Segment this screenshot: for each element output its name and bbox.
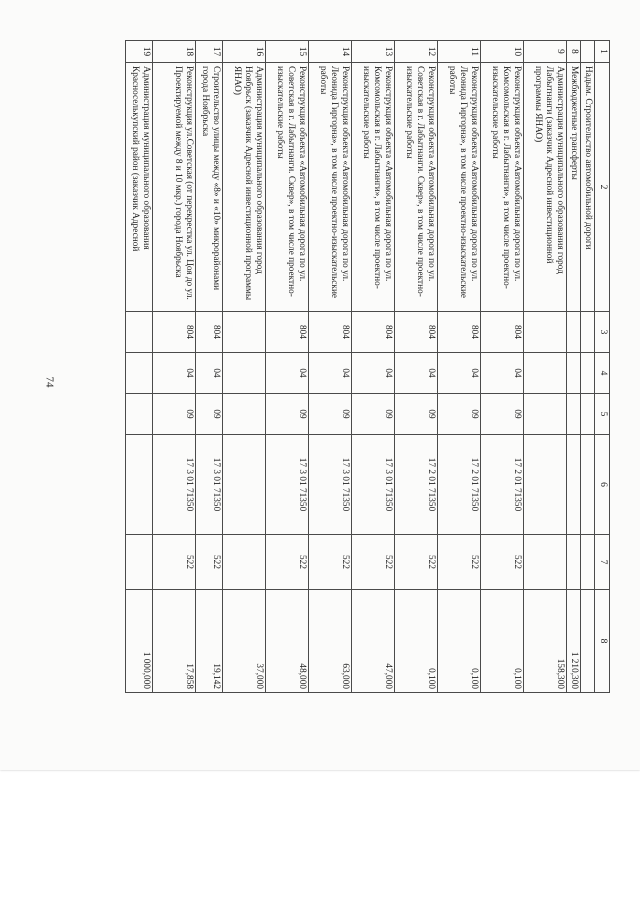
column-header: 7: [595, 535, 610, 590]
cell-section: 04: [481, 353, 524, 394]
column-header: 1: [595, 41, 610, 63]
cell-subsection: [223, 394, 266, 435]
cell-ministry: [581, 312, 595, 353]
row-name: Администрация муниципального образования Красноселькупский район (заказчик Адресной: [126, 63, 153, 312]
cell-target-article: [567, 435, 581, 535]
cell-section: 04: [309, 353, 352, 394]
table-row: [196, 41, 223, 693]
cell-subsection: 09: [438, 394, 481, 435]
cell-section: [223, 353, 266, 394]
page-number: 74: [43, 376, 56, 388]
cell-ministry: 804: [309, 312, 352, 353]
cell-ministry: 804: [438, 312, 481, 353]
cell-ministry: [126, 312, 153, 353]
cell-amount: 1 000,000: [126, 590, 153, 693]
cell-amount: 0,100: [481, 590, 524, 693]
row-number: 15: [266, 41, 309, 63]
cell-subsection: 09: [309, 394, 352, 435]
cell-amount: 158,300: [524, 590, 567, 693]
cell-section: 04: [352, 353, 395, 394]
cell-amount: 37,000: [223, 590, 266, 693]
table-row: [126, 41, 153, 693]
cell-expense-type: [567, 535, 581, 590]
column-number-row: [595, 41, 610, 693]
row-number: 9: [524, 41, 567, 63]
cell-subsection: [126, 394, 153, 435]
cell-ministry: 804: [481, 312, 524, 353]
row-name: Реконструкция объекта «Автомобильная дорога по ул. Комсомольская в г. Лабытнанги», в том числе проектно-изыскательские работы: [352, 63, 395, 312]
cell-section: 04: [395, 353, 438, 394]
cell-expense-type: 522: [196, 535, 223, 590]
row-number: 8: [567, 41, 581, 63]
table-row: [153, 41, 196, 693]
cell-expense-type: 522: [438, 535, 481, 590]
cell-section: 04: [153, 353, 196, 394]
cell-target-article: 17 2 01 71350: [438, 435, 481, 535]
cell-amount: 63,000: [309, 590, 352, 693]
row-name: Межбюджетные трансферты: [567, 63, 581, 312]
row-name: Реконструкция объекта «Автомобильная дорога по ул. Леонида Гиргорна», в том числе проектно-изыскательские работы: [438, 63, 481, 312]
cell-amount: 48,000: [266, 590, 309, 693]
cell-section: [581, 353, 595, 394]
column-header: 8: [595, 590, 610, 693]
row-number: 12: [395, 41, 438, 63]
cell-subsection: 09: [395, 394, 438, 435]
cell-section: 04: [438, 353, 481, 394]
cell-target-article: [126, 435, 153, 535]
row-number: [581, 41, 595, 63]
table-row: [581, 41, 595, 693]
column-header: 6: [595, 435, 610, 535]
cell-ministry: 804: [153, 312, 196, 353]
cell-ministry: [223, 312, 266, 353]
cell-expense-type: [581, 535, 595, 590]
row-number: 19: [126, 41, 153, 63]
cell-expense-type: 522: [266, 535, 309, 590]
table-row: [223, 41, 266, 693]
cell-amount: 47,000: [352, 590, 395, 693]
cell-target-article: 17 2 01 71350: [395, 435, 438, 535]
cell-section: [524, 353, 567, 394]
cell-subsection: 09: [352, 394, 395, 435]
cell-amount: 1 210,300: [567, 590, 581, 693]
table-row: [524, 41, 567, 693]
cell-target-article: 17 3 01 71350: [153, 435, 196, 535]
cell-subsection: 09: [196, 394, 223, 435]
table-row: [438, 41, 481, 693]
cell-ministry: 804: [395, 312, 438, 353]
cell-expense-type: [126, 535, 153, 590]
column-header: 2: [595, 63, 610, 312]
cell-subsection: [567, 394, 581, 435]
cell-ministry: 804: [196, 312, 223, 353]
cell-expense-type: 522: [153, 535, 196, 590]
row-number: 11: [438, 41, 481, 63]
cell-subsection: 09: [266, 394, 309, 435]
cell-target-article: [223, 435, 266, 535]
cell-subsection: 09: [481, 394, 524, 435]
cell-subsection: [581, 394, 595, 435]
cell-section: [126, 353, 153, 394]
row-name: Реконструкция ул.Советская (от перекрестка ул. Цоя до ул. Проектируемой между 8 и 10 мкр.) города Ноябрьска: [153, 63, 196, 312]
cell-target-article: 17 3 01 71350: [352, 435, 395, 535]
cell-expense-type: [223, 535, 266, 590]
cell-ministry: 804: [352, 312, 395, 353]
cell-expense-type: 522: [481, 535, 524, 590]
row-name: Реконструкция объекта «Автомобильная дорога по ул. Комсомольская в г. Лабытнанги», в том числе проектно-изыскательские работы: [481, 63, 524, 312]
cell-expense-type: [524, 535, 567, 590]
budget-table: [125, 40, 610, 693]
table-row: [395, 41, 438, 693]
cell-amount: 19,142: [196, 590, 223, 693]
cell-subsection: 09: [153, 394, 196, 435]
row-number: 16: [223, 41, 266, 63]
cell-ministry: [524, 312, 567, 353]
row-name: Надым. Строительство автомобильной дороги: [581, 63, 595, 312]
row-number: 17: [196, 41, 223, 63]
cell-amount: 0,100: [395, 590, 438, 693]
row-name: Реконструкция объекта «Автомобильная дорога по ул. Советская в г. Лабытнанги. Сквер», в том числе проектно-изыскательские работы: [395, 63, 438, 312]
cell-amount: 0,100: [438, 590, 481, 693]
cell-target-article: [524, 435, 567, 535]
cell-section: [567, 353, 581, 394]
row-name: Реконструкция объекта «Автомобильная дорога по ул. Леонида Гиргорна», в том числе проектно-изыскательские работы: [309, 63, 352, 312]
row-number: 13: [352, 41, 395, 63]
cell-target-article: [581, 435, 595, 535]
table-row: [352, 41, 395, 693]
cell-section: 04: [196, 353, 223, 394]
cell-subsection: [524, 394, 567, 435]
cell-expense-type: 522: [395, 535, 438, 590]
cell-amount: 17,858: [153, 590, 196, 693]
cell-amount: [581, 590, 595, 693]
table-row: [567, 41, 581, 693]
row-name: Реконструкция объекта «Автомобильная дорога по ул. Советская в г. Лабытнанги. Сквер», в том числе проектно-изыскательские работы: [266, 63, 309, 312]
cell-section: 04: [266, 353, 309, 394]
cell-expense-type: 522: [309, 535, 352, 590]
cell-target-article: 17 3 01 71350: [196, 435, 223, 535]
cell-ministry: [567, 312, 581, 353]
cell-expense-type: 522: [352, 535, 395, 590]
column-header: 5: [595, 394, 610, 435]
cell-target-article: 17 2 01 71350: [481, 435, 524, 535]
table-row: [266, 41, 309, 693]
budget-table-rotated: [125, 40, 610, 692]
row-name: Администрация муниципального образования город Лабытнанги (заказчик Адресной инвестиционной программы ЯНАО): [524, 63, 567, 312]
column-header: 4: [595, 353, 610, 394]
column-header: 3: [595, 312, 610, 353]
row-number: 18: [153, 41, 196, 63]
row-name: Администрация муниципального образования город Ноябрьск (заказчик Адресной инвестиционной программы ЯНАО): [223, 63, 266, 312]
row-number: 14: [309, 41, 352, 63]
cell-target-article: 17 3 01 71350: [266, 435, 309, 535]
table-row: [481, 41, 524, 693]
cell-ministry: 804: [266, 312, 309, 353]
row-name: Строительство улицы между «8» и «10» микрорайонами города Ноябрьска: [196, 63, 223, 312]
table-row: [309, 41, 352, 693]
cell-target-article: 17 3 01 71350: [309, 435, 352, 535]
row-number: 10: [481, 41, 524, 63]
